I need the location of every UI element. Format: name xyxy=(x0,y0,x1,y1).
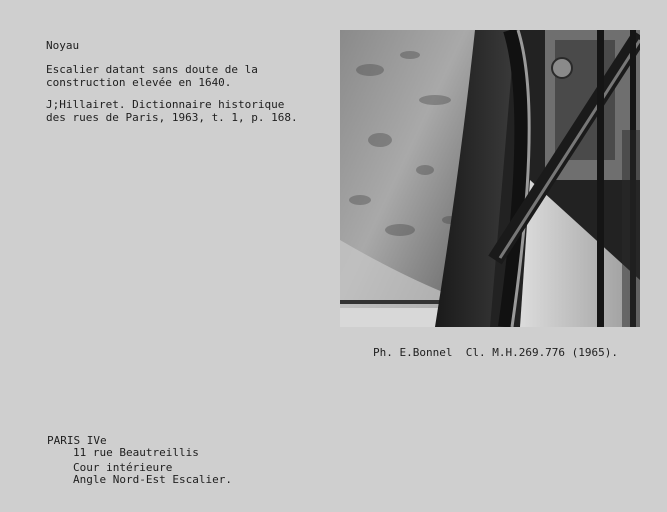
floor-edge xyxy=(340,300,445,304)
floor-strip xyxy=(340,308,440,327)
description-line-2: construction elevée en 1640. xyxy=(46,76,232,89)
location-angle: Angle Nord-Est Escalier. xyxy=(73,473,232,486)
staircase-photo-drawing xyxy=(340,30,640,327)
description-line-1: Escalier datant sans doute de la xyxy=(46,63,258,76)
location-court: Cour intérieure xyxy=(73,461,173,474)
right-shadow xyxy=(622,130,640,327)
staircase-photo xyxy=(340,30,640,327)
reference-line-1: J;Hillairet. Dictionnaire historique xyxy=(46,98,285,111)
reference-line-2: des rues de Paris, 1963, t. 1, p. 168. xyxy=(46,111,298,124)
location-city: PARIS IVe xyxy=(47,434,107,447)
wall-medallion xyxy=(552,58,572,78)
card-title: Noyau xyxy=(46,39,80,52)
photo-caption: Ph. E.Bonnel Cl. M.H.269.776 (1965). xyxy=(373,346,619,359)
location-street: 11 rue Beautreillis xyxy=(73,446,199,459)
baluster xyxy=(597,30,604,327)
